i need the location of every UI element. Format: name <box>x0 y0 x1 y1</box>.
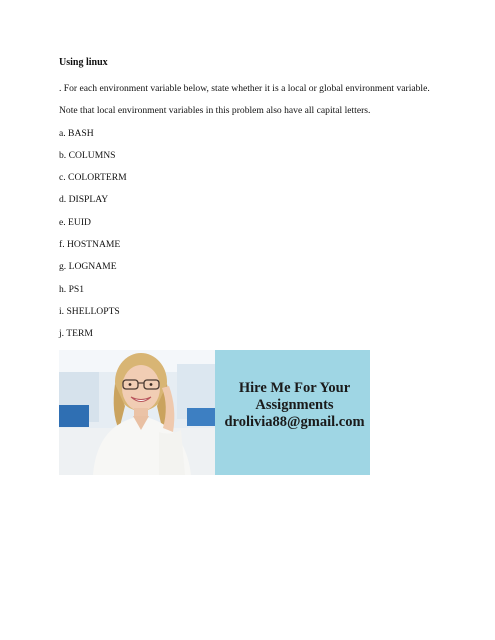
woman-photo-illustration <box>59 350 215 475</box>
intro-line-1: . For each environment variable below, state whether it is a local or global environment variable. <box>59 83 430 94</box>
list-item-h: h. PS1 <box>59 284 85 295</box>
list-item-i: i. SHELLOPTS <box>59 306 120 317</box>
list-item-d: d. DISPLAY <box>59 194 109 205</box>
advert-banner[interactable] <box>59 350 370 475</box>
list-item-a: a. BASH <box>59 128 94 139</box>
advert-line-1: Hire Me For Your <box>238 380 351 396</box>
list-item-b: b. COLUMNS <box>59 150 116 161</box>
list-item-e: e. EUID <box>59 217 91 228</box>
intro-line-2: Note that local environment variables in this problem also have all capital letters. <box>59 105 371 116</box>
document-heading: Using linux <box>59 57 108 68</box>
advert-photo <box>59 350 215 475</box>
advert-line-2: Assignments <box>255 397 334 413</box>
list-item-f: f. HOSTNAME <box>59 239 121 250</box>
list-item-c: c. COLORTERM <box>59 172 127 183</box>
advert-text <box>219 380 370 431</box>
list-item-j: j. TERM <box>59 328 93 339</box>
list-item-g: g. LOGNAME <box>59 261 117 272</box>
advert-email[interactable]: drolivia88@gmail.com <box>224 414 365 430</box>
